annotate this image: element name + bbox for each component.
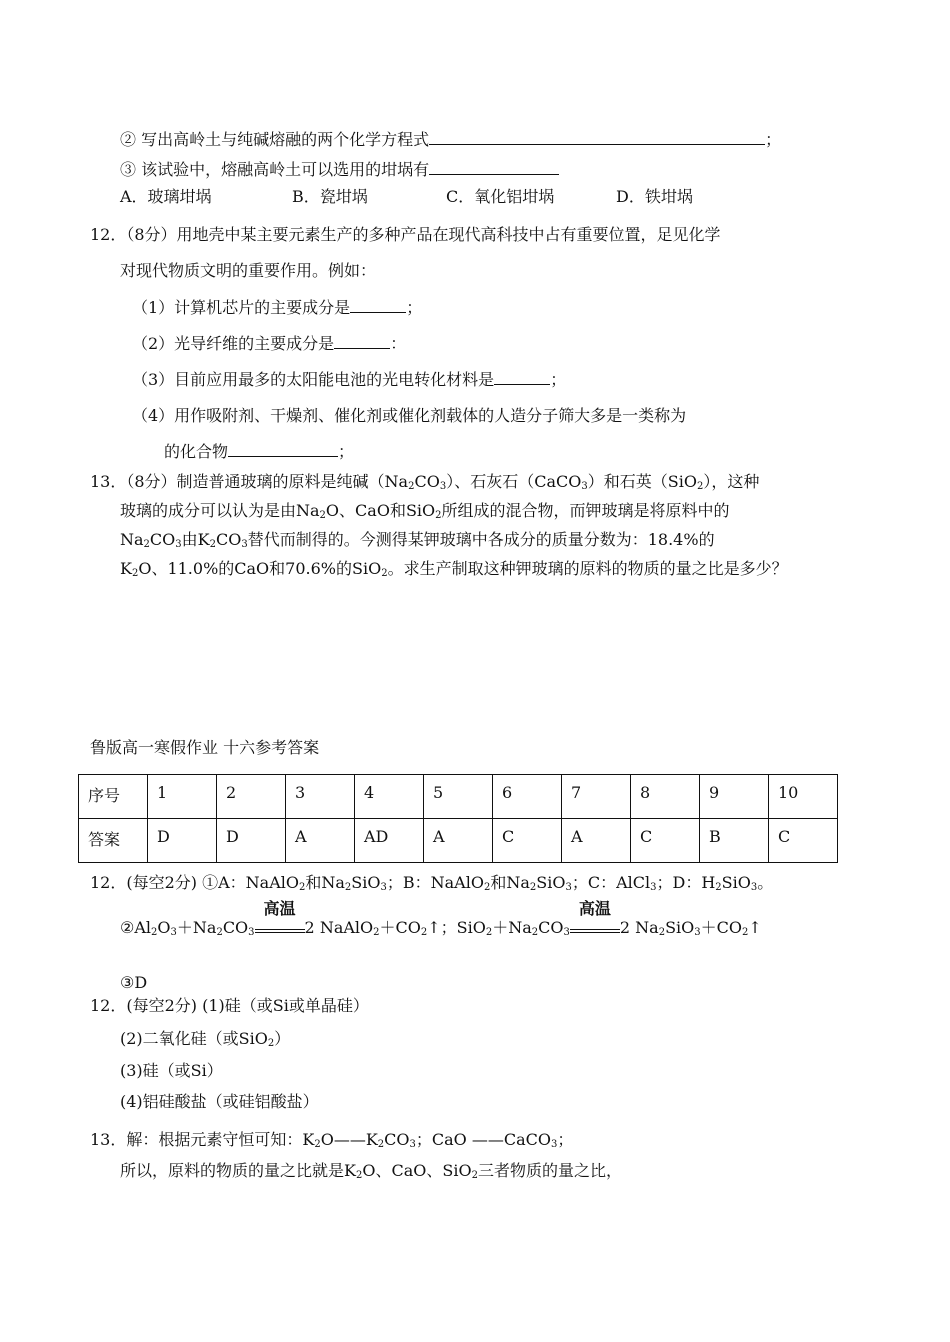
text: ＋Na <box>176 918 217 937</box>
table-cell: 6 <box>493 775 562 819</box>
answer-table <box>78 774 838 863</box>
text: ②Al <box>120 918 152 937</box>
subscript: 2 <box>658 927 666 938</box>
text: O——K <box>320 1130 378 1149</box>
punct: ； <box>338 442 355 461</box>
table-cell: 9 <box>700 775 769 819</box>
text: K <box>120 559 132 578</box>
a12b-line1: 12．(每空2分) (1)硅（或Si或单晶硅） <box>90 996 369 1015</box>
option-b: B．瓷坩埚 <box>292 187 368 206</box>
text: SiO <box>721 873 751 892</box>
text: 。求生产制取这种钾玻璃的原料的物质的量之比是多少？ <box>387 559 788 578</box>
subscript: 3 <box>409 1139 416 1150</box>
reaction-condition-arrow <box>255 899 305 933</box>
text: ），这种 <box>703 472 760 491</box>
text: O <box>157 918 171 937</box>
subscript: 3 <box>650 882 657 893</box>
a12b-line2 <box>120 1028 290 1050</box>
table-cell: D <box>148 819 217 863</box>
q12-line2: 对现代物质文明的重要作用。例如： <box>120 261 377 280</box>
table-cell: 4 <box>355 775 424 819</box>
table-cell: 5 <box>424 775 493 819</box>
subscript: 2 <box>344 882 352 893</box>
text: 13．解：根据元素守恒可知：K <box>90 1130 315 1149</box>
text: ＋CO <box>379 918 421 937</box>
table-cell: 2 <box>217 775 286 819</box>
text: CO <box>384 1130 410 1149</box>
subscript: 2 <box>373 927 380 938</box>
subscript: 2 <box>314 1139 321 1150</box>
text: 三者物质的量之比， <box>477 1161 622 1180</box>
text: 所以，原料的物质的量之比就是K <box>120 1161 356 1180</box>
table-cell: 7 <box>562 775 631 819</box>
subscript: 3 <box>170 927 177 938</box>
subscript: 3 <box>581 481 588 492</box>
answer-blank <box>228 440 338 457</box>
text: 替代而制得的。今测得某钾玻璃中各成分的质量分数为：18.4%的 <box>247 530 715 549</box>
text: 玻璃的成分可以认为是由Na <box>120 501 320 520</box>
subscript: 2 <box>143 539 150 550</box>
table-cell: B <box>700 819 769 863</box>
q11-options <box>120 186 693 208</box>
subscript: 2 <box>420 927 428 938</box>
table-cell: C <box>493 819 562 863</box>
text: 2 Na <box>619 918 659 937</box>
table-cell: C <box>769 819 838 863</box>
text: O、CaO和SiO <box>325 501 436 520</box>
table-cell: A <box>424 819 493 863</box>
q13-line4 <box>120 558 788 580</box>
q12-item1 <box>132 296 422 319</box>
text: ；CaO ——CaCO <box>415 1130 552 1149</box>
reaction-condition-arrow <box>570 899 620 933</box>
text: 和Na <box>490 873 530 892</box>
a12-part1 <box>90 872 773 894</box>
a12-part3: ③D <box>120 973 148 992</box>
q12-item-text: （3）目前应用最多的太阳能电池的光电转化材料是 <box>132 370 495 389</box>
subscript: 2 <box>131 568 139 579</box>
q13-line2 <box>120 500 730 522</box>
q12-line1: 12．（8分）用地壳中某主要元素生产的多种产品在现代高科技中占有重要位置，足见化学 <box>90 225 721 244</box>
text: ） <box>274 1029 291 1048</box>
answer-blank <box>334 332 390 349</box>
row-label-number: 序号 <box>79 775 148 819</box>
subscript: 2 <box>485 927 493 938</box>
table-cell: C <box>631 819 700 863</box>
a13-line2 <box>120 1160 622 1182</box>
q13-line3 <box>120 529 715 551</box>
punct: ； <box>550 370 567 389</box>
subscript: 2 <box>435 510 442 521</box>
option-c: C．氧化铝坩埚 <box>446 187 555 206</box>
text: 所组成的混合物，而钾玻璃是将原料中的 <box>441 501 730 520</box>
answer-blank <box>429 158 559 175</box>
punct: ； <box>406 298 423 317</box>
q11-part2-text: ② 写出高岭土与纯碱熔融的两个化学方程式 <box>120 130 430 149</box>
text: Na <box>120 530 144 549</box>
table-row <box>79 775 838 819</box>
subscript: 2 <box>742 927 749 938</box>
subscript: 2 <box>715 882 722 893</box>
option-d: D．铁坩埚 <box>616 187 693 206</box>
condition-label: 高温 <box>263 899 296 918</box>
text: ＋CO <box>700 918 743 937</box>
q12-item-text: （2）光导纤维的主要成分是 <box>132 334 335 353</box>
subscript: 2 <box>408 481 415 492</box>
table-cell: A <box>286 819 355 863</box>
subscript: 3 <box>565 882 572 893</box>
subscript: 2 <box>267 1038 275 1049</box>
a12b-line4: (4)铝硅酸盐（或硅铝酸盐） <box>120 1092 319 1111</box>
table-cell: D <box>217 819 286 863</box>
a12b-line3: (3)硅（或Si） <box>120 1061 223 1080</box>
q13-line1 <box>90 471 759 493</box>
text: SiO <box>351 873 381 892</box>
subscript: 2 <box>696 481 704 492</box>
text: CO <box>414 472 440 491</box>
q12-item4-line1: （4）用作吸附剂、干燥剂、催化剂或催化剂载体的人造分子筛大多是一类称为 <box>132 406 687 425</box>
subscript: 2 <box>216 927 223 938</box>
q12-item4-line2 <box>164 440 354 463</box>
equals-bar <box>255 929 305 933</box>
text: CO <box>149 530 176 549</box>
answer-blank <box>350 296 406 313</box>
text: O、CaO、SiO <box>362 1161 472 1180</box>
text: ）和石英（SiO <box>587 472 697 491</box>
subscript: 3 <box>563 927 570 938</box>
subscript: 2 <box>355 1170 363 1181</box>
subscript: 2 <box>299 882 306 893</box>
subscript: 3 <box>175 539 182 550</box>
subscript: 2 <box>483 882 491 893</box>
text: 2 NaAlO <box>304 918 374 937</box>
subscript: 2 <box>151 927 158 938</box>
q11-part2 <box>120 128 781 151</box>
text: ＋Na <box>492 918 532 937</box>
q12-item-text: （1）计算机芯片的主要成分是 <box>132 298 351 317</box>
text: 由K <box>181 530 210 549</box>
subscript: 2 <box>381 568 388 579</box>
a13-line1 <box>90 1129 573 1151</box>
text: SiO <box>665 918 695 937</box>
subscript: 3 <box>750 882 758 893</box>
table-cell: 8 <box>631 775 700 819</box>
equals-bar <box>570 929 620 933</box>
answer-blank <box>429 128 765 145</box>
text: 12．(每空2分) ①A：NaAlO <box>90 873 299 892</box>
answer-blank <box>494 368 550 385</box>
q11-part3 <box>120 158 559 181</box>
table-cell: AD <box>355 819 424 863</box>
text: ↑；SiO <box>427 918 486 937</box>
table-cell: A <box>562 819 631 863</box>
subscript: 3 <box>380 882 387 893</box>
table-row <box>79 819 838 863</box>
subscript: 2 <box>377 1139 385 1150</box>
option-a: A．玻璃坩埚 <box>120 187 212 206</box>
text: CO <box>222 918 249 937</box>
subscript: 3 <box>694 927 701 938</box>
text: CO <box>538 918 564 937</box>
punct: ： <box>390 334 407 353</box>
text: ）、石灰石（CaCO <box>446 472 582 491</box>
text: 。 <box>757 873 774 892</box>
subscript: 2 <box>209 539 216 550</box>
subscript: 2 <box>531 927 539 938</box>
table-cell: 1 <box>148 775 217 819</box>
text: ；B：NaAlO <box>386 873 484 892</box>
text: CO <box>216 530 242 549</box>
condition-label: 高温 <box>578 899 611 918</box>
table-cell: 3 <box>286 775 355 819</box>
subscript: 3 <box>248 927 255 938</box>
text: SiO <box>536 873 566 892</box>
q11-part3-text: ③ 该试验中，熔融高岭土可以选用的坩埚有 <box>120 160 430 179</box>
subscript: 2 <box>471 1170 478 1181</box>
a12-part2-equations <box>120 899 762 939</box>
table-cell: 10 <box>769 775 838 819</box>
text: ↑ <box>748 918 762 937</box>
subscript: 2 <box>319 510 326 521</box>
row-label-answer: 答案 <box>79 819 148 863</box>
text: 13．（8分）制造普通玻璃的原料是纯碱（Na <box>90 472 409 491</box>
answers-title: 鲁版高一寒假作业 十六参考答案 <box>90 738 320 757</box>
text: ；C：AlCl <box>571 873 651 892</box>
q12-item-text: 的化合物 <box>164 442 229 461</box>
subscript: 3 <box>439 481 447 492</box>
subscript: 3 <box>241 539 248 550</box>
q12-item2 <box>132 332 406 355</box>
punct: ； <box>765 130 782 149</box>
text: ；D：H <box>656 873 716 892</box>
text: O、11.0%的CaO和70.6%的SiO <box>138 559 382 578</box>
text: 和Na <box>305 873 345 892</box>
text: (2)二氧化硅（或SiO <box>120 1029 268 1048</box>
subscript: 2 <box>529 882 537 893</box>
subscript: 3 <box>551 1139 558 1150</box>
text: ； <box>557 1130 574 1149</box>
q12-item3 <box>132 368 566 391</box>
